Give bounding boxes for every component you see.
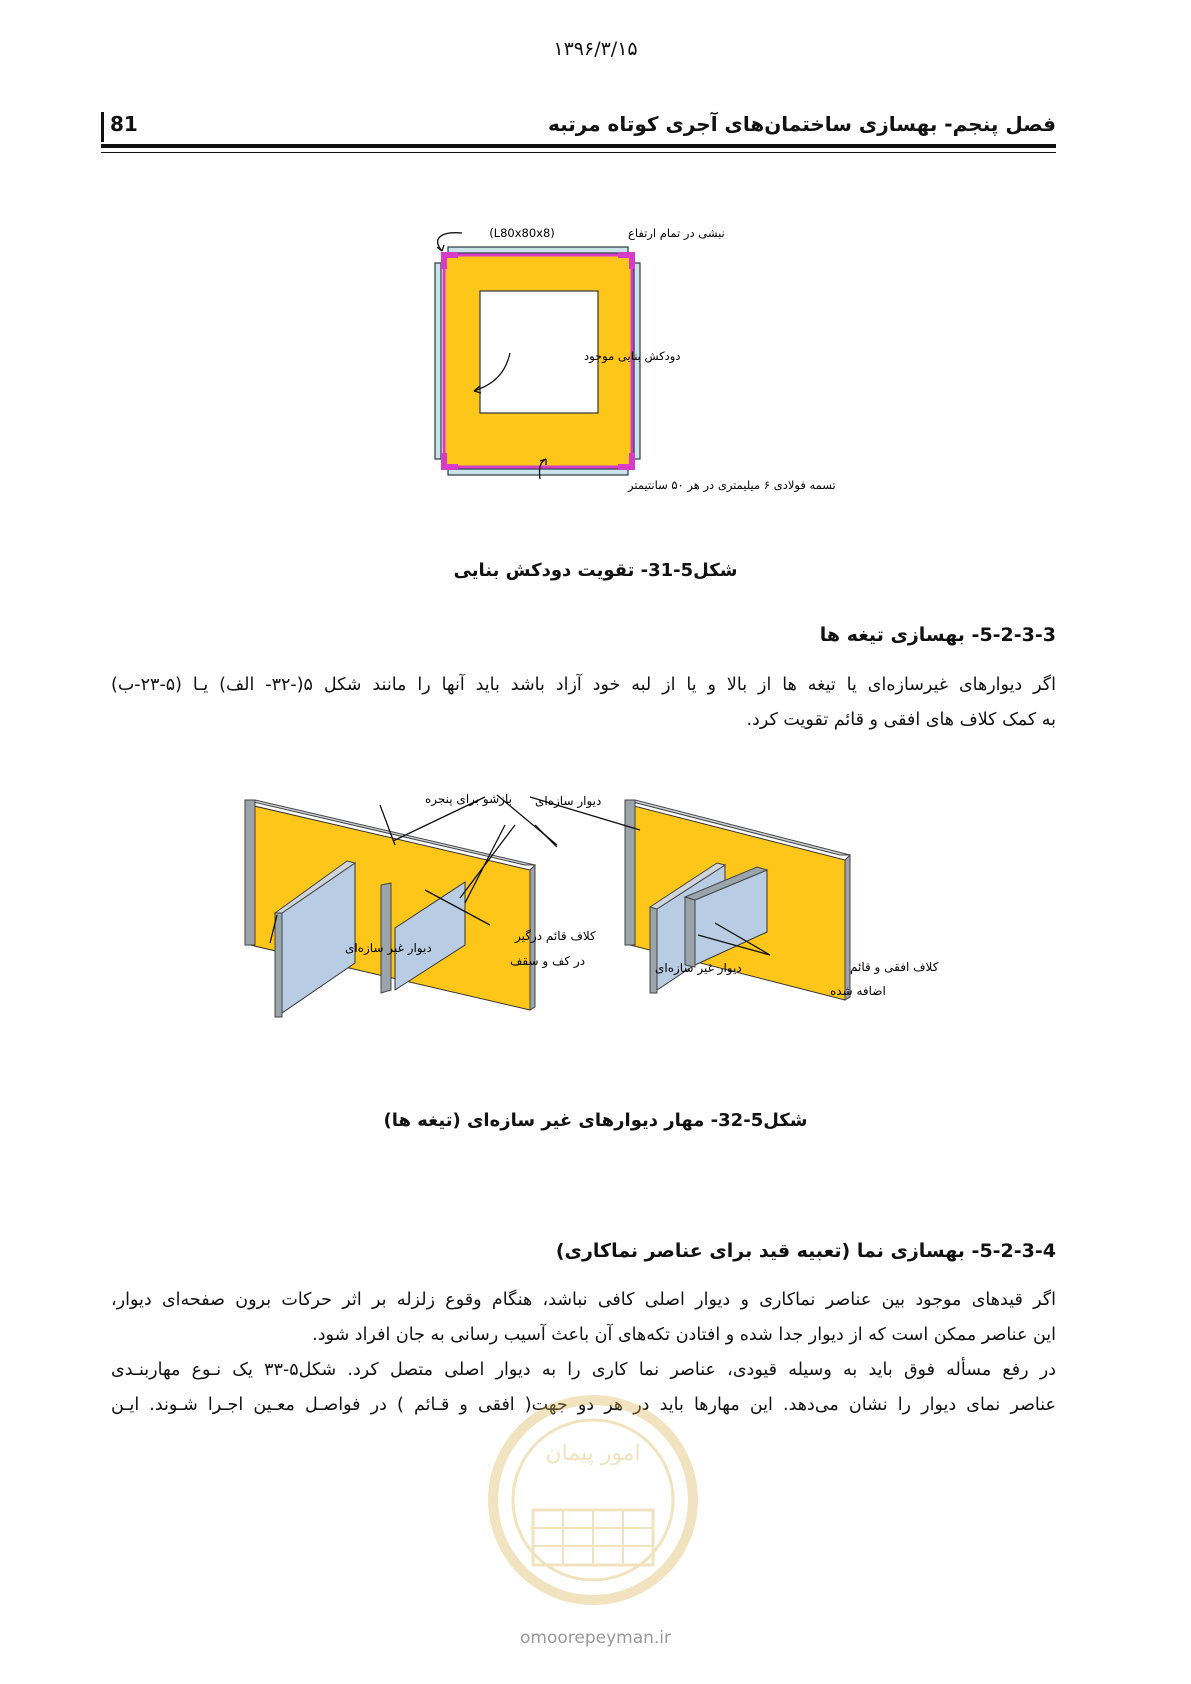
header-rule-thick bbox=[101, 144, 1056, 148]
label-window-opening: بازشو برای پنجره bbox=[425, 792, 512, 806]
paragraph-line: به کمک کلاف های افقی و قائم تقویت کرد. bbox=[746, 710, 1056, 730]
chapter-title: فصل پنجم- بهسازی ساختمان‌های آجری کوتاه مرتبه bbox=[547, 112, 1056, 136]
strap-bottom bbox=[448, 469, 628, 475]
watermark-logo-text: امور پیمان bbox=[545, 1441, 641, 1466]
figure-31-caption: شکل5-31- تقویت دودکش بنایی bbox=[453, 560, 738, 581]
page-number-bar bbox=[101, 112, 104, 142]
header-rule-thin bbox=[101, 152, 1056, 153]
strap-top bbox=[448, 247, 628, 253]
label-chimney: دودکش بنایی موجود bbox=[584, 349, 681, 363]
section-5-2-3-3-text bbox=[111, 668, 1056, 738]
label-angle-desc: نبشی در تمام ارتفاع bbox=[628, 226, 725, 240]
strap-left bbox=[435, 263, 441, 459]
label-vertical-tie-1: کلاف قائم درگیر bbox=[515, 929, 596, 943]
label-nonstructural-wall-right: دیوار غیر سازه‌ای bbox=[655, 961, 742, 975]
paragraph-line: در رفع مسأله فوق باید به وسیله قیودی، عناصر نما کاری را به دیوار اصلی متصل کرد. شکل۵-۳۳ یک نـوع مهاربنـدی bbox=[111, 1360, 1056, 1380]
figure-31-chimney-diagram bbox=[410, 225, 836, 500]
paragraph-line: اگر دیوارهای غیرسازه‌ای یا تیغه ها از بالا و یا از لبه خود آزاد باشد باید آنها را مانند شکل ۵(-۳۲- الف) یـا (۵-۲۳-ب) bbox=[111, 675, 1057, 695]
section-heading-5-2-3-4: 5-2-3-4- بهسازی نما (تعبیه قید برای عناصر نماکاری) bbox=[555, 1240, 1056, 1262]
page-date: ۱۳۹۶/۳/۱۵ bbox=[553, 38, 638, 60]
label-nonstructural-wall-left: دیوار غیر سازه‌ای bbox=[345, 941, 432, 955]
vertical-tie bbox=[381, 883, 391, 993]
watermark-url: omoorepeyman.ir bbox=[519, 1628, 672, 1648]
label-strap: تسمه فولادی ۶ میلیمتری در هر ۵۰ سانتیمتر bbox=[628, 478, 836, 492]
paragraph-line: عناصر نمای دیوار را نشان می‌دهد. این مهارها باید در هر دو جهت( افقی و قـائم ) در فواصـل معـین اجـرا شـوند. ایـن bbox=[111, 1395, 1056, 1415]
page-number: 81 bbox=[110, 112, 138, 136]
paragraph-line: اگر قیدهای موجود بین عناصر نماکاری و دیوار اصلی کافی نباشد، هنگام وقوع زلزله بر اثر حرکات برون صفحه‌ای دیوار، bbox=[111, 1290, 1056, 1310]
watermark-logo bbox=[478, 1390, 708, 1610]
chimney-flue bbox=[480, 291, 598, 413]
label-angle-size: (L80x80x8) bbox=[489, 226, 555, 240]
label-added-tie-1: کلاف افقی و قائم bbox=[850, 960, 939, 974]
figure-32-caption: شکل5-32- مهار دیوارهای غیر سازه‌ای (تیغه ها) bbox=[383, 1110, 808, 1131]
figure-32-partition-diagram bbox=[245, 785, 945, 1085]
label-added-tie-2: اضافه شده bbox=[830, 984, 886, 998]
paragraph-line: این عناصر ممکن است که از دیوار جدا شده و افتادن تکه‌های آن باعث آسیب رسانی به جان افراد شود. bbox=[312, 1325, 1056, 1345]
section-heading-5-2-3-3: 5-2-3-3- بهسازی تیغه ها bbox=[819, 624, 1056, 646]
label-structural-wall: دیوار سازه‌ای bbox=[535, 794, 602, 808]
label-vertical-tie-2: در کف و سقف bbox=[510, 954, 586, 968]
added-tie-vertical bbox=[685, 897, 695, 967]
